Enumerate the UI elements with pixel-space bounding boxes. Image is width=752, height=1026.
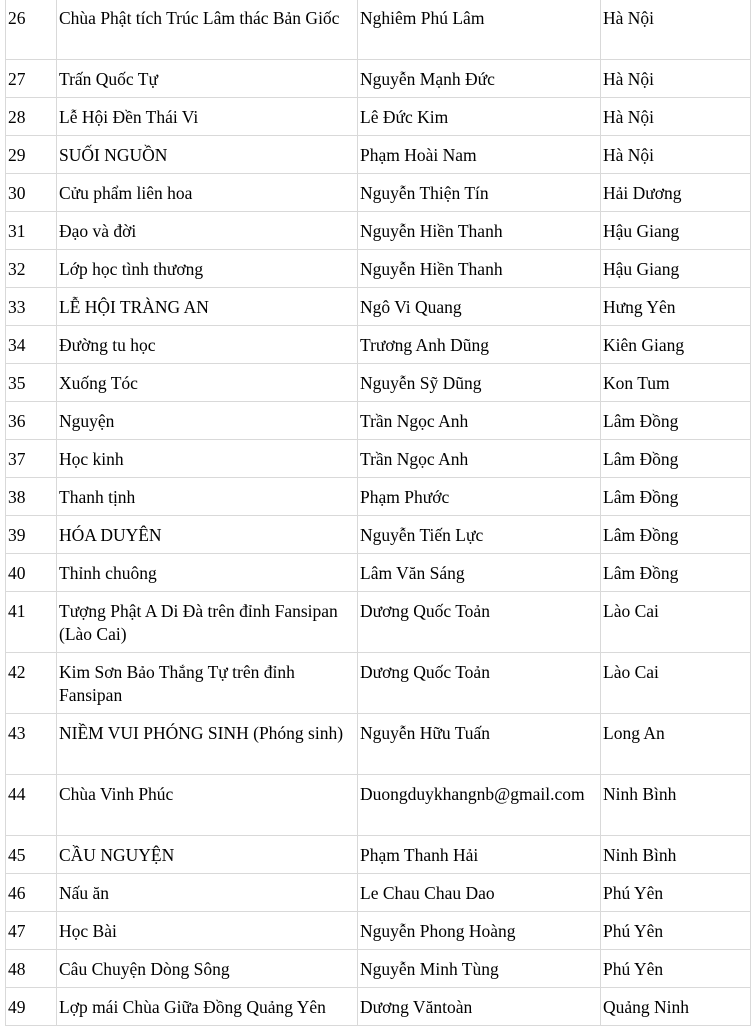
entry-title: Học Bài xyxy=(57,912,358,950)
row-number: 34 xyxy=(6,326,57,364)
row-number: 27 xyxy=(6,60,57,98)
entries-table xyxy=(5,0,751,1026)
table-row xyxy=(6,0,751,60)
entry-title: Lớp học tình thương xyxy=(57,250,358,288)
entry-title: SUỐI NGUỒN xyxy=(57,136,358,174)
entry-title: Lễ Hội Đền Thái Vi xyxy=(57,98,358,136)
table-row xyxy=(6,836,751,874)
table-row xyxy=(6,912,751,950)
table-row xyxy=(6,653,751,714)
row-number: 32 xyxy=(6,250,57,288)
entry-author: Dương Quốc Toản xyxy=(358,592,601,653)
entry-author: Nguyễn Thiện Tín xyxy=(358,174,601,212)
entry-author: Phạm Hoài Nam xyxy=(358,136,601,174)
table-row xyxy=(6,364,751,402)
row-number: 42 xyxy=(6,653,57,714)
table-row xyxy=(6,288,751,326)
table-row xyxy=(6,592,751,653)
entry-author: Ngô Vi Quang xyxy=(358,288,601,326)
table-row xyxy=(6,874,751,912)
row-number: 49 xyxy=(6,988,57,1026)
table-row xyxy=(6,326,751,364)
row-number: 46 xyxy=(6,874,57,912)
entry-title: Thanh tịnh xyxy=(57,478,358,516)
entry-title: Tượng Phật A Di Đà trên đỉnh Fansipan (Lào Cai) xyxy=(57,592,358,653)
entry-author: Trần Ngọc Anh xyxy=(358,440,601,478)
entry-author: Nguyễn Sỹ Dũng xyxy=(358,364,601,402)
entry-title: Kim Sơn Bảo Thắng Tự trên đỉnh Fansipan xyxy=(57,653,358,714)
entry-province: Lâm Đồng xyxy=(601,440,751,478)
entry-title: Chùa Phật tích Trúc Lâm thác Bản Giốc xyxy=(57,0,358,60)
entry-author: Phạm Phước xyxy=(358,478,601,516)
row-number: 35 xyxy=(6,364,57,402)
entry-title: Học kinh xyxy=(57,440,358,478)
entry-province: Hậu Giang xyxy=(601,212,751,250)
entry-province: Phú Yên xyxy=(601,912,751,950)
row-number: 28 xyxy=(6,98,57,136)
entry-province: Hà Nội xyxy=(601,98,751,136)
entry-author: Nguyễn Hữu Tuấn xyxy=(358,714,601,775)
entry-province: Phú Yên xyxy=(601,950,751,988)
row-number: 29 xyxy=(6,136,57,174)
entry-title: HÓA DUYÊN xyxy=(57,516,358,554)
entry-title: Đường tu học xyxy=(57,326,358,364)
entry-title: Nấu ăn xyxy=(57,874,358,912)
table-row xyxy=(6,402,751,440)
table-row xyxy=(6,98,751,136)
entry-province: Kon Tum xyxy=(601,364,751,402)
table-row xyxy=(6,136,751,174)
entry-author: Nguyễn Hiền Thanh xyxy=(358,250,601,288)
row-number: 26 xyxy=(6,0,57,60)
entry-province: Ninh Bình xyxy=(601,775,751,836)
row-number: 38 xyxy=(6,478,57,516)
row-number: 44 xyxy=(6,775,57,836)
entry-province: Phú Yên xyxy=(601,874,751,912)
entry-author: Nguyễn Phong Hoàng xyxy=(358,912,601,950)
entry-province: Hưng Yên xyxy=(601,288,751,326)
table-row xyxy=(6,174,751,212)
entry-author: Lê Đức Kim xyxy=(358,98,601,136)
entry-author: Dương Văntoàn xyxy=(358,988,601,1026)
row-number: 37 xyxy=(6,440,57,478)
entry-province: Kiên Giang xyxy=(601,326,751,364)
entry-title: Câu Chuyện Dòng Sông xyxy=(57,950,358,988)
row-number: 47 xyxy=(6,912,57,950)
entry-province: Lâm Đồng xyxy=(601,554,751,592)
row-number: 48 xyxy=(6,950,57,988)
entry-author: Trần Ngọc Anh xyxy=(358,402,601,440)
entry-province: Ninh Bình xyxy=(601,836,751,874)
row-number: 45 xyxy=(6,836,57,874)
entry-author: Nguyễn Hiền Thanh xyxy=(358,212,601,250)
table-row xyxy=(6,714,751,775)
entry-province: Lâm Đồng xyxy=(601,402,751,440)
row-number: 36 xyxy=(6,402,57,440)
table-row xyxy=(6,775,751,836)
table-row xyxy=(6,988,751,1026)
row-number: 31 xyxy=(6,212,57,250)
entry-author: Duongduykhangnb@gmail.com xyxy=(358,775,601,836)
table-row xyxy=(6,478,751,516)
entry-author: Trương Anh Dũng xyxy=(358,326,601,364)
entry-title: Trấn Quốc Tự xyxy=(57,60,358,98)
entries-table-body xyxy=(6,0,751,1026)
entry-author: Dương Quốc Toản xyxy=(358,653,601,714)
entry-title: Cửu phẩm liên hoa xyxy=(57,174,358,212)
row-number: 43 xyxy=(6,714,57,775)
entry-author: Phạm Thanh Hải xyxy=(358,836,601,874)
entry-title: Xuống Tóc xyxy=(57,364,358,402)
entry-title: Thỉnh chuông xyxy=(57,554,358,592)
table-row xyxy=(6,554,751,592)
entry-province: Lào Cai xyxy=(601,592,751,653)
entry-province: Quảng Ninh xyxy=(601,988,751,1026)
entry-province: Hậu Giang xyxy=(601,250,751,288)
entry-title: Nguyện xyxy=(57,402,358,440)
entry-title: Chùa Vinh Phúc xyxy=(57,775,358,836)
table-row xyxy=(6,440,751,478)
entry-author: Nguyễn Mạnh Đức xyxy=(358,60,601,98)
entry-author: Le Chau Chau Dao xyxy=(358,874,601,912)
table-row xyxy=(6,212,751,250)
table-row xyxy=(6,60,751,98)
entry-author: Nguyễn Tiến Lực xyxy=(358,516,601,554)
row-number: 33 xyxy=(6,288,57,326)
entry-title: NIỀM VUI PHÓNG SINH (Phóng sinh) xyxy=(57,714,358,775)
entry-province: Lâm Đồng xyxy=(601,478,751,516)
row-number: 30 xyxy=(6,174,57,212)
entry-author: Lâm Văn Sáng xyxy=(358,554,601,592)
entry-province: Hà Nội xyxy=(601,60,751,98)
row-number: 39 xyxy=(6,516,57,554)
entry-title: LỄ HỘI TRÀNG AN xyxy=(57,288,358,326)
entry-title: Đạo và đời xyxy=(57,212,358,250)
entry-province: Hà Nội xyxy=(601,0,751,60)
table-row xyxy=(6,516,751,554)
entry-title: CẦU NGUYỆN xyxy=(57,836,358,874)
entry-province: Lào Cai xyxy=(601,653,751,714)
table-row xyxy=(6,950,751,988)
entry-province: Hải Dương xyxy=(601,174,751,212)
entry-title: Lợp mái Chùa Giữa Đồng Quảng Yên xyxy=(57,988,358,1026)
entry-author: Nghiêm Phú Lâm xyxy=(358,0,601,60)
entry-province: Lâm Đồng xyxy=(601,516,751,554)
table-row xyxy=(6,250,751,288)
entry-province: Hà Nội xyxy=(601,136,751,174)
entry-author: Nguyễn Minh Tùng xyxy=(358,950,601,988)
row-number: 41 xyxy=(6,592,57,653)
entry-province: Long An xyxy=(601,714,751,775)
row-number: 40 xyxy=(6,554,57,592)
